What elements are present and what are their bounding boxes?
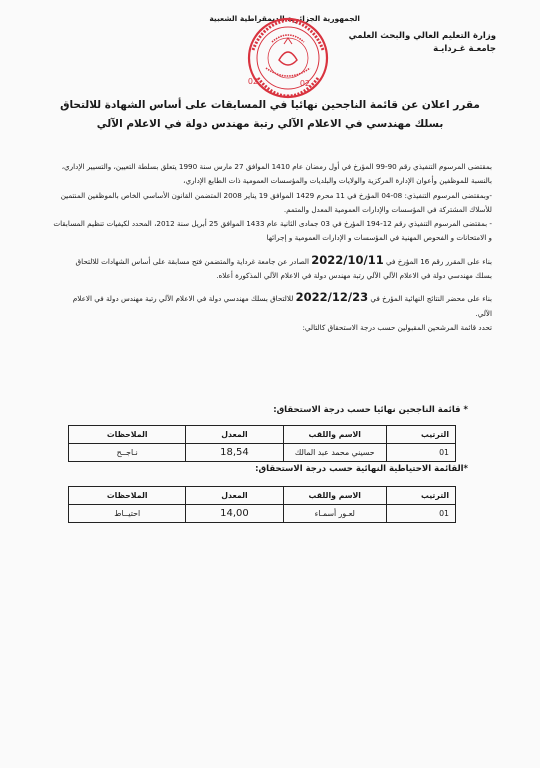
cell-notes: نـاجــح (69, 444, 186, 462)
paragraph-decision-16-cont: بسلك مهندسي دولة في الاعلام الآلي الآلي رتبة مهندس دولة في الاعلام الآلي المذكورة أعلاه. (216, 271, 492, 281)
paragraph-decree-08-04-cont: للأسلاك المشتركة في المؤسسات والإدارات العمومية المعدل والمتمم. (283, 204, 492, 214)
ministry-name: وزارة التعليم العالي والبحث العلمي (348, 31, 496, 41)
paragraph-decree-90-99-cont: بالنسبة للموظفين وأعوان الإدارة المركزية والولايات والبلديات والمؤسسات العمومية ذات الطابع الإداري، (183, 176, 492, 186)
paragraph-decision-16-post: الصادر عن جامعة غرداية والمتضمن فتح مسابقة على أساس الشهادات للالتحاق (75, 256, 309, 266)
cell-name: لعـور أسمـاء (283, 505, 387, 523)
paragraph-final-results-pre: بناء على محضر النتائج النهائية المؤرخ في (370, 294, 492, 304)
reserve-candidates-table (68, 486, 456, 523)
cell-rank: 01 (387, 444, 456, 462)
paragraph-decree-08-04: -وبمقتضى المرسوم التنفيذي: 08-04 المؤرخ في 11 محرم 1429 الموافق 19 يناير 2008 المتضمن القانون الأساسي الخاص بالموظفين المنتمين (60, 190, 492, 200)
table-header-row (69, 487, 456, 505)
republic-header: الجمهورية الجزائرية الديمقراطية الشعبية (209, 14, 360, 23)
paragraph-decree-90-99: بمقتضى المرسوم التنفيذي رقم 90-99 المؤرخ في أول رمضان عام 1410 الموافق 27 مارس سنة 1990 يتعلق بسلطة التعيين، والتسيير الإداري، (61, 162, 492, 171)
col-name-header: الاسم واللقب (283, 426, 387, 444)
table-header-row (69, 426, 456, 444)
institution-header (326, 30, 496, 56)
paragraph-list-intro: تحدد قائمة المرشحين المقبولين حسب درجة الاستحقاق كالتالي: (302, 322, 492, 332)
successful-list-title: * قائمة الناجحين نهائيا حسب درجة الاستحقاق: (273, 405, 468, 415)
table-row (69, 444, 456, 462)
cell-name: حسيني محمد عبد المالك (283, 444, 387, 462)
col-average-header: المعدل (186, 487, 283, 505)
col-rank-header: الترتيب (387, 487, 456, 505)
cell-average: 14,00 (186, 505, 283, 523)
reserve-list-title: *القائمة الاحتياطية النهائية حسب درجة الاستحقاق: (255, 464, 468, 474)
successful-candidates-table (68, 425, 456, 462)
cell-rank: 01 (387, 505, 456, 523)
seal-number-right: 02 (299, 79, 310, 88)
results-date: 2022/12/23 (295, 290, 369, 305)
title-line-2: بسلك مهندسي في الاعلام الآلي رتبة مهندس دولة في الاعلام الآلي (96, 118, 444, 130)
university-name: جامعـة غـردايـة (433, 44, 496, 54)
paragraph-decision-16-pre: بناء على المقرر رقم 16 المؤرخ في (386, 256, 492, 266)
title-line-1: مقرر اعلان عن قائمة الناجحين نهائيا في المسابقات على أساس الشهادة للالتحاق (60, 99, 480, 111)
paragraph-decree-12-194-cont: و الامتحانات و الفحوص المهنية في المؤسسات و الإدارات العمومية و إجرائها (266, 233, 492, 243)
paragraph-decree-12-194: - بمقتضى المرسوم التنفيذي رقم 12-194 المؤرخ في 03 جمادى الثانية عام 1433 الموافق 25 أبريل سنة 2012، المحدد لكيفيات تنظيم المسابقات (53, 219, 492, 229)
official-seal-stamp (232, 12, 340, 102)
table-row (69, 505, 456, 523)
document-body (53, 160, 492, 335)
cell-average: 18,54 (186, 444, 283, 462)
paragraph-final-results-post: للالتحاق بسلك مهندسي دولة في الاعلام الآلي رتبة مهندس دولة في الاعلام (72, 294, 294, 304)
document-title (40, 96, 500, 134)
col-notes-header: الملاحظات (69, 426, 186, 444)
col-rank-header: الترتيب (387, 426, 456, 444)
cell-notes: احتيــاط (69, 505, 186, 523)
decision-date: 2022/10/11 (311, 252, 384, 267)
col-name-header: الاسم واللقب (283, 487, 387, 505)
col-average-header: المعدل (186, 426, 283, 444)
seal-number-left: 02 (247, 77, 258, 86)
paragraph-decision-16 (60, 253, 492, 269)
col-notes-header: الملاحظات (69, 487, 186, 505)
paragraph-final-results-cont: الآلي. (475, 308, 492, 318)
paragraph-final-results (60, 290, 492, 306)
